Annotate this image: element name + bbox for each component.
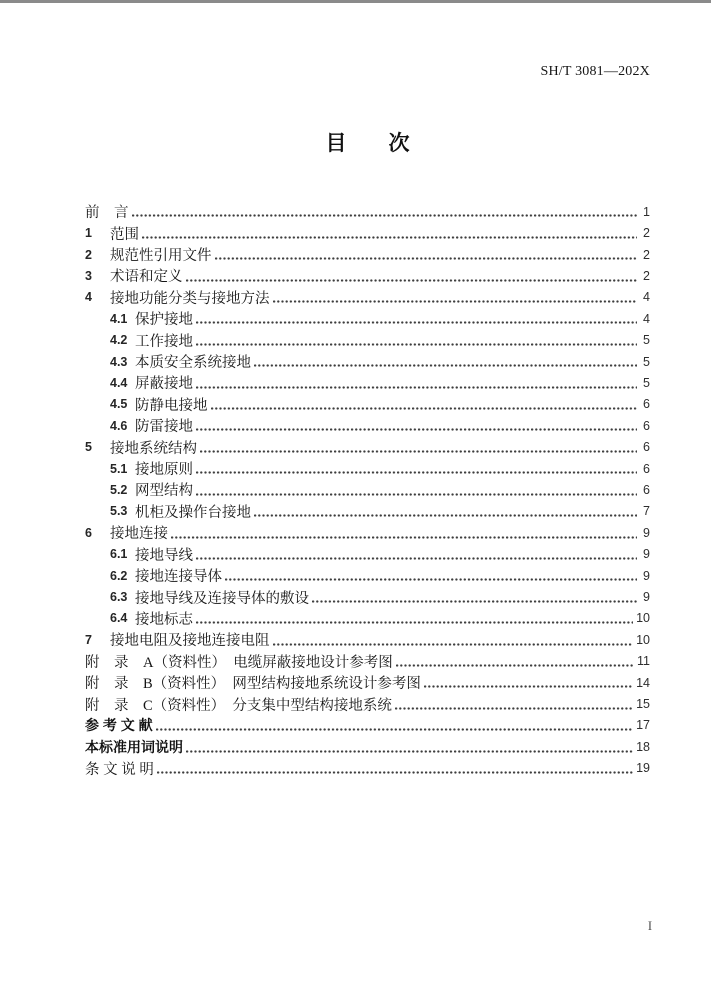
toc-leader-dots [196, 320, 637, 325]
toc-leader-dots [225, 577, 637, 582]
toc-entry-label: 接地电阻及接地连接电阻 [110, 633, 270, 650]
toc-leader-dots [312, 599, 637, 604]
toc-entry-label: 附 录 A（资料性） 电缆屏蔽接地设计参考图 [85, 654, 393, 671]
toc-entry-page: 5 [643, 333, 650, 348]
toc-entry[interactable] [85, 544, 650, 565]
toc-entry-number: 6.4 [110, 611, 128, 626]
toc-entry[interactable] [85, 715, 650, 736]
toc-entry-label: 接地导线及连接导体的敷设 [135, 590, 309, 607]
toc-entry-page: 9 [643, 590, 650, 605]
toc-leader-dots [211, 406, 638, 411]
toc-entry-label: 规范性引用文件 [110, 248, 212, 265]
toc-entry-page: 14 [636, 675, 650, 690]
toc-list [85, 201, 650, 779]
toc-entry-page: 6 [643, 461, 650, 476]
toc-entry-label: 保护接地 [135, 312, 193, 329]
toc-entry[interactable] [85, 608, 650, 629]
toc-leader-dots [273, 642, 634, 647]
toc-entry-label: 附 录 B（资料性） 网型结构接地系统设计参考图 [85, 676, 421, 693]
toc-entry-number: 4.3 [110, 354, 128, 369]
toc-leader-dots [142, 235, 637, 240]
toc-leader-dots [196, 342, 637, 347]
toc-entry-page: 6 [643, 440, 650, 455]
toc-entry-number: 4.1 [110, 311, 128, 326]
toc-entry-page: 2 [643, 247, 650, 262]
toc-entry-page: 10 [636, 632, 650, 647]
toc-entry-label: 接地原则 [135, 462, 193, 479]
toc-entry-page: 6 [643, 397, 650, 412]
toc-entry-number: 5 [85, 440, 92, 455]
toc-entry-label: 范围 [110, 226, 139, 243]
toc-entry[interactable] [85, 651, 650, 672]
toc-entry-page: 9 [643, 525, 650, 540]
toc-leader-dots [200, 449, 637, 454]
toc-entry[interactable] [85, 458, 650, 479]
toc-entry-number: 4.5 [110, 397, 128, 412]
toc-entry[interactable] [85, 201, 650, 222]
toc-entry[interactable] [85, 351, 650, 372]
page-top-edge [0, 0, 711, 3]
toc-entry-label: 机柜及操作台接地 [135, 504, 251, 521]
toc-entry[interactable] [85, 372, 650, 393]
toc-entry-number: 2 [85, 247, 92, 262]
toc-entry-label: 本质安全系统接地 [135, 355, 251, 372]
toc-leader-dots [395, 706, 633, 711]
toc-entry-number: 4.6 [110, 418, 128, 433]
toc-entry[interactable] [85, 629, 650, 650]
toc-entry[interactable] [85, 287, 650, 308]
toc-entry-page: 1 [643, 204, 650, 219]
toc-leader-dots [157, 770, 633, 775]
toc-entry-label: 工作接地 [135, 333, 193, 350]
toc-entry-page: 10 [636, 611, 650, 626]
toc-entry[interactable] [85, 222, 650, 243]
footer-page-number: I [647, 919, 652, 933]
toc-entry-label: 参 考 文 献 [85, 717, 153, 734]
toc-entry-label: 防静电接地 [135, 397, 208, 414]
toc-leader-dots [254, 513, 637, 518]
toc-entry-page: 19 [636, 761, 650, 776]
toc-entry-number: 4 [85, 290, 92, 305]
toc-entry-page: 9 [643, 547, 650, 562]
toc-entry[interactable] [85, 693, 650, 714]
toc-entry-label: 附 录 C（资料性） 分支集中型结构接地系统 [85, 697, 392, 714]
toc-leader-dots [215, 256, 638, 261]
toc-entry-number: 6.1 [110, 547, 128, 562]
toc-entry-page: 11 [637, 654, 650, 669]
toc-entry-label: 前 言 [85, 205, 129, 222]
toc-entry-label: 防雷接地 [135, 419, 193, 436]
toc-leader-dots [196, 492, 637, 497]
toc-entry-label: 接地连接 [110, 526, 168, 543]
toc-entry-page: 4 [643, 311, 650, 326]
toc-entry-page: 4 [643, 290, 650, 305]
toc-entry-label: 接地功能分类与接地方法 [110, 290, 270, 307]
toc-entry-number: 3 [85, 268, 92, 283]
toc-entry-number: 1 [85, 226, 92, 241]
toc-leader-dots [424, 684, 633, 689]
toc-entry-page: 18 [636, 739, 650, 754]
toc-leader-dots [196, 620, 633, 625]
toc-entry[interactable] [85, 586, 650, 607]
toc-title: 目 次 [325, 132, 410, 155]
toc-entry-number: 5.2 [110, 482, 128, 497]
toc-entry-number: 5.1 [110, 461, 128, 476]
toc-entry[interactable] [85, 565, 650, 586]
toc-entry-page: 2 [643, 268, 650, 283]
toc-entry-page: 2 [643, 226, 650, 241]
toc-leader-dots [254, 363, 637, 368]
toc-entry[interactable] [85, 522, 650, 543]
toc-leader-dots [273, 299, 638, 304]
toc-entry-number: 5.3 [110, 504, 128, 519]
toc-entry-label: 接地导线 [135, 547, 193, 564]
toc-entry-number: 6.3 [110, 590, 128, 605]
toc-entry-label: 接地系统结构 [110, 440, 197, 457]
toc-entry-page: 9 [643, 568, 650, 583]
toc-entry-page: 17 [636, 718, 650, 733]
toc-entry-page: 7 [643, 504, 650, 519]
toc-entry[interactable] [85, 758, 650, 779]
toc-entry-label: 屏蔽接地 [135, 376, 193, 393]
toc-entry-label: 术语和定义 [110, 269, 183, 286]
toc-entry-label: 本标准用词说明 [85, 738, 183, 755]
toc-leader-dots [196, 427, 637, 432]
toc-entry-page: 5 [643, 375, 650, 390]
toc-entry-label: 接地连接导体 [135, 569, 222, 586]
toc-leader-dots [156, 727, 633, 732]
toc-leader-dots [196, 556, 637, 561]
toc-entry[interactable] [85, 672, 650, 693]
toc-entry-number: 4.2 [110, 333, 128, 348]
toc-entry[interactable] [85, 415, 650, 436]
toc-entry[interactable] [85, 244, 650, 265]
toc-entry-page: 6 [643, 482, 650, 497]
toc-entry-number: 7 [85, 632, 92, 647]
toc-entry-page: 6 [643, 418, 650, 433]
toc-leader-dots [396, 663, 634, 668]
toc-entry-number: 4.4 [110, 375, 128, 390]
toc-leader-dots [132, 213, 638, 218]
toc-entry[interactable] [85, 736, 650, 757]
toc-leader-dots [196, 470, 637, 475]
toc-leader-dots [186, 749, 633, 754]
toc-entry[interactable] [85, 265, 650, 286]
toc-entry[interactable] [85, 501, 650, 522]
toc-entry[interactable] [85, 308, 650, 329]
toc-entry-label: 条 文 说 明 [85, 761, 154, 778]
toc-entry-page: 5 [643, 354, 650, 369]
toc-entry-label: 接地标志 [135, 611, 193, 628]
toc-leader-dots [196, 385, 637, 390]
toc-entry[interactable] [85, 329, 650, 350]
toc-entry[interactable] [85, 394, 650, 415]
toc-leader-dots [186, 278, 638, 283]
toc-entry-number: 6 [85, 525, 92, 540]
toc-entry-page: 15 [636, 697, 650, 712]
toc-entry-number: 6.2 [110, 568, 128, 583]
standard-code-header: SH/T 3081—202X [540, 64, 650, 79]
toc-leader-dots [171, 535, 637, 540]
toc-entry[interactable] [85, 479, 650, 500]
toc-entry[interactable] [85, 436, 650, 457]
toc-entry-label: 网型结构 [135, 483, 193, 500]
